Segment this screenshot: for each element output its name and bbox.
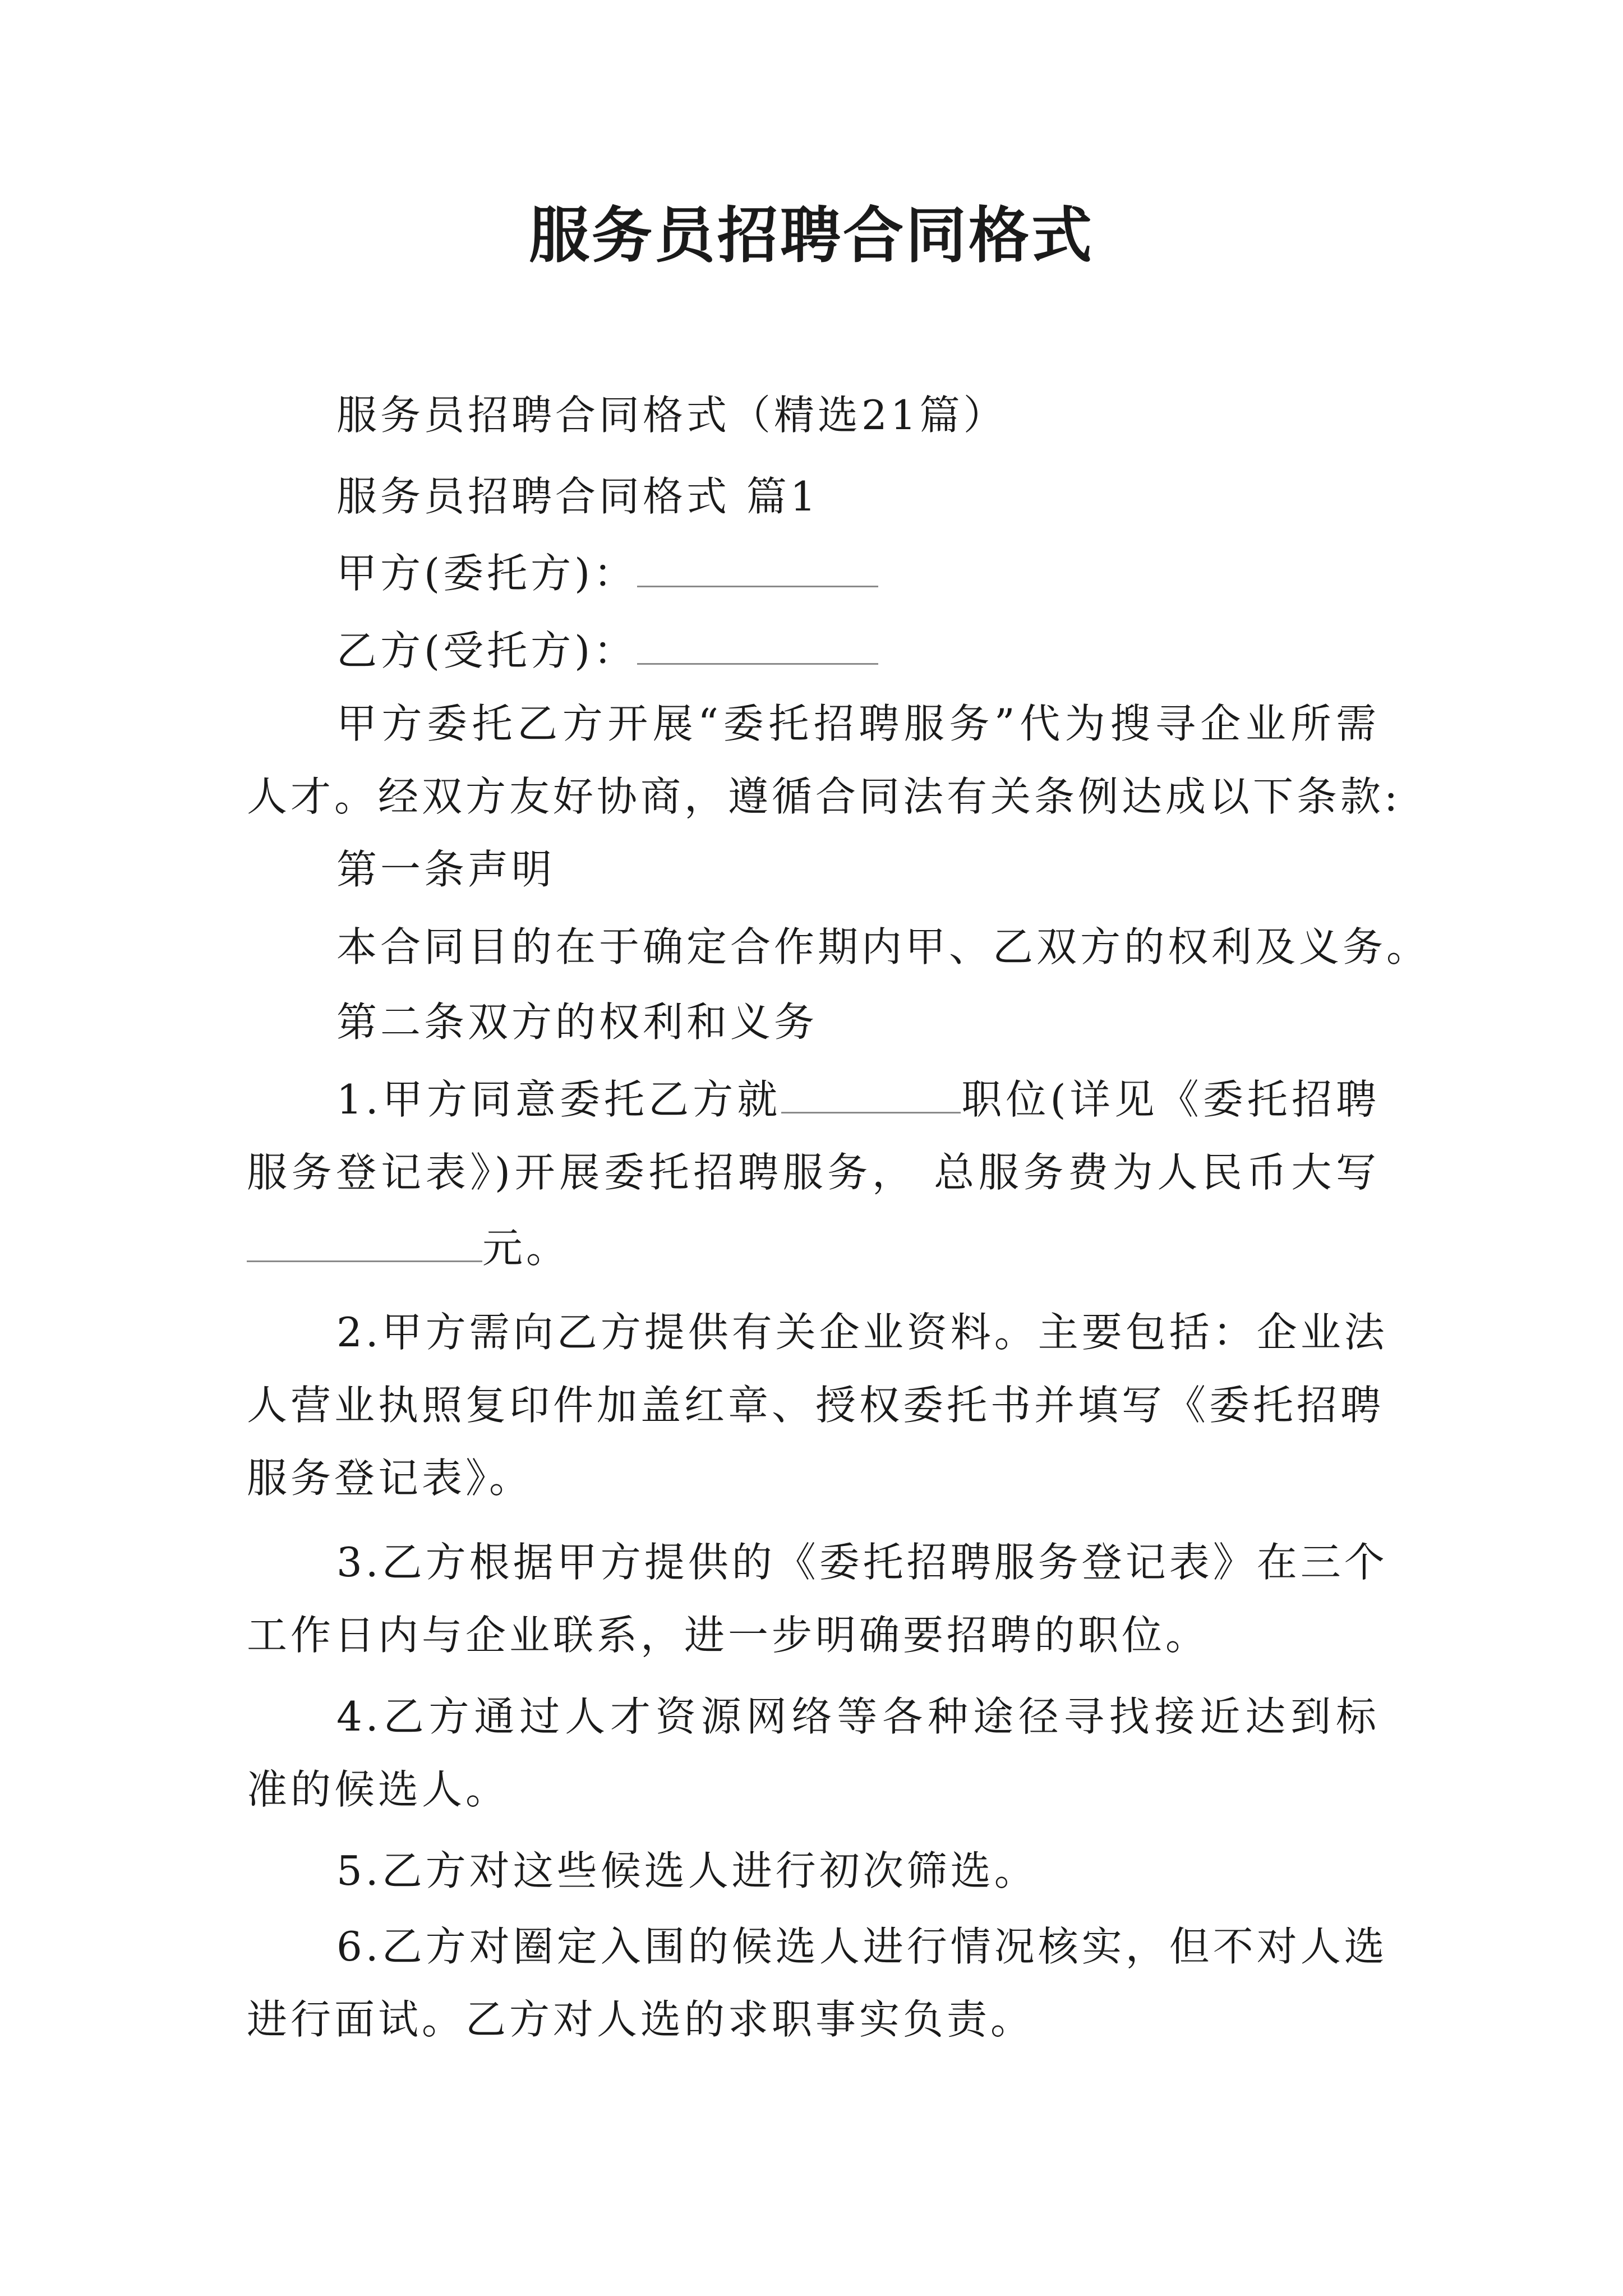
item-1-fee-blank [247,1221,482,1262]
item-1-text-b: 职位(详见《委托招聘 [961,1076,1380,1123]
party-a-blank [637,546,878,587]
item-1-line-2: 服务登记表》)开展委托招聘服务， 总服务费为人民币大写 [247,1149,1380,1196]
item-4-line-1: 4.乙方通过人才资源网络等各种途径寻找接近达到标 [336,1693,1380,1740]
item-3-line-1: 3.乙方根据甲方提供的《委托招聘服务登记表》在三个 [336,1539,1388,1586]
article-1-text: 本合同目的在于确定合作期内甲、乙双方的权利及义务。 [336,923,1431,970]
item-2-line-3: 服务登记表》。 [247,1455,533,1502]
intro-line-1: 甲方委托乙方开展“委托招聘服务”代为搜寻企业所需 [336,700,1380,747]
article-2-heading: 第二条双方的权利和义务 [336,999,818,1046]
party-a-label: 甲方(委托方)： [336,550,638,597]
item-3-line-2: 工作日内与企业联系，进一步明确要招聘的职位。 [247,1612,1210,1659]
item-1-position-blank [781,1073,961,1114]
item-6-line-1: 6.乙方对圈定入围的候选人进行情况核实，但不对人选 [336,1923,1388,1970]
item-1-text-a: 1.甲方同意委托乙方就 [336,1076,782,1123]
item-1-line-1 [336,1071,1380,1128]
item-5-line-1: 5.乙方对这些候选人进行初次筛选。 [336,1847,1038,1894]
item-2-line-1: 2.甲方需向乙方提供有关企业资料。主要包括：企业法 [336,1309,1388,1356]
party-b-blank [637,624,878,665]
item-1-suffix: 元。 [482,1225,570,1272]
party-b-label: 乙方(受托方)： [336,627,638,674]
item-1-line-3 [247,1220,1380,1276]
item-2-line-2: 人营业执照复印件加盖红章、授权委托书并填写《委托招聘 [247,1382,1385,1429]
document-subtitle: 服务员招聘合同格式（精选21篇） [336,392,1007,439]
section-heading: 服务员招聘合同格式 篇1 [336,473,819,520]
item-4-line-2: 准的候选人。 [247,1766,510,1813]
article-1-heading: 第一条声明 [336,846,556,893]
intro-line-2: 人才。经双方友好协商，遵循合同法有关条例达成以下条款: [247,773,1401,820]
party-b-line [336,623,1380,679]
document-title: 服务员招聘合同格式 [528,200,1094,271]
item-6-line-2: 进行面试。乙方对人选的求职事实负责。 [247,1996,1035,2043]
party-a-line [336,545,1380,601]
